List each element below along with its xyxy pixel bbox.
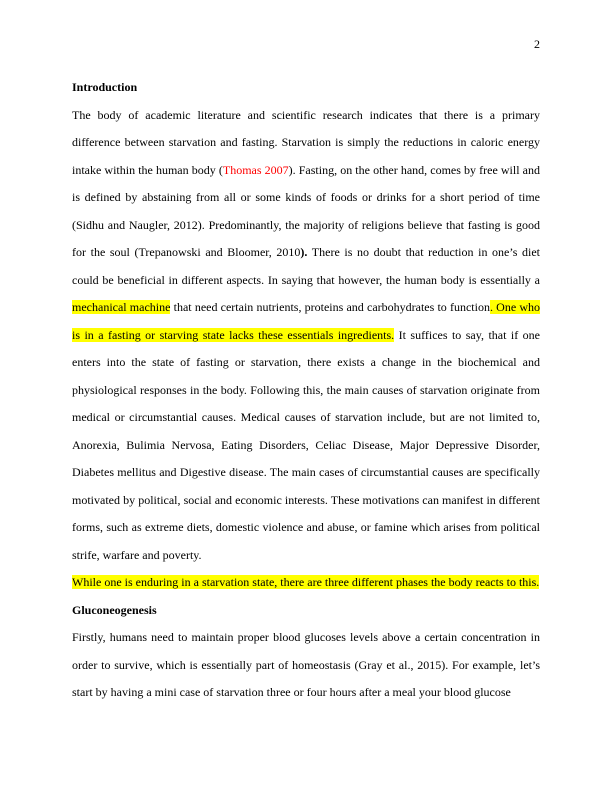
paragraph-gluconeogenesis: Firstly, humans need to maintain proper blood glucoses levels above a certain concentration in order to survive, which is essentially part of homeostasis (Gray et al., 2015). For example, let’s start by having a mini case of starvation three or four hours after a meal your blood glucose xyxy=(72,630,540,699)
heading-introduction: Introduction xyxy=(72,80,138,94)
text-run: There is no doubt that reduction in one’s diet could be beneficial in different aspects. In saying that however, the human body is essentially a xyxy=(72,245,540,287)
text-run: that need certain nutrients, proteins and carbohydrates to function xyxy=(170,300,490,314)
heading-gluconeogenesis: Gluconeogenesis xyxy=(72,602,157,617)
citation-thomas: Thomas 2007 xyxy=(222,162,289,177)
paragraph-phases xyxy=(72,569,540,597)
highlight-mechanical-machine: mechanical machine xyxy=(72,300,171,314)
text-run: It suffices to say, that if one enters into the state of fasting or starvation, there exists a change in the biochemical and physiological responses in the body. Following this, the main causes of starvation originate from medical or circumstantial causes. Medical causes of starvation include, but are not limited to, Anorexia, Bulimia Nervosa, Eating Disorders, Celiac Disease, Major Depressive Disorder, Diabetes mellitus and Digestive disease. The main cases of circumstantial causes are specifically motivated by political, social and economic interests. These motivations can manifest in different forms, such as extreme diets, domestic violence and abuse, or famine which arises from political strife, warfare and poverty. xyxy=(72,327,541,562)
text-run: The body of academic literature and scientific research indicates that there is a primary difference between starvation and fasting. Starvation is simply the reductions in caloric energy intake within the human body ( xyxy=(72,107,540,177)
page-number: 2 xyxy=(534,37,540,51)
bold-punctuation: ). xyxy=(300,245,308,259)
text-run: ). Fasting, on the other hand, comes by free will and is defined by abstaining from all or some kinds of foods or drinks for a short period of time (Sidhu and Naugler, 2012). Predominantly, the majority of religions believe that fasting is good for the soul (Trepanowski and Bloomer, 2010 xyxy=(72,162,540,259)
document-body xyxy=(72,74,540,707)
highlight-three-phases: While one is enduring in a starvation state, there are three different phases the body reacts to this. xyxy=(72,575,540,589)
paragraph-introduction xyxy=(72,102,540,570)
highlight-fasting-state: . One who is in a fasting or starving state lacks these essentials ingredients. xyxy=(72,300,540,342)
